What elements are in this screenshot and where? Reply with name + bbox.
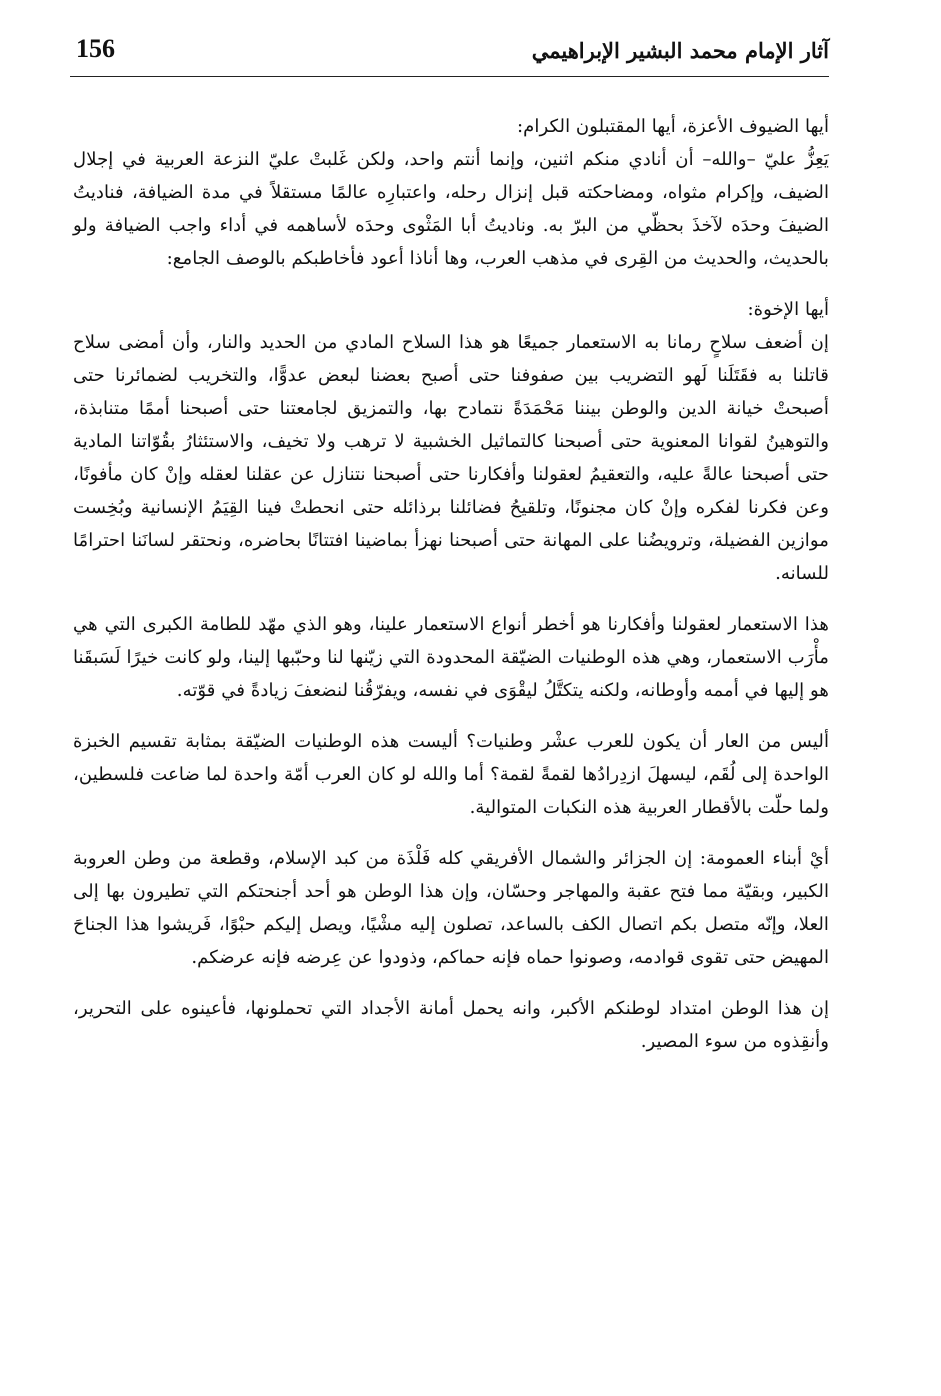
paragraph-sons-of-kin: أيْ أبناء العمومة: إن الجزائر والشمال الأفريقي كله فَلْذَة من كبد الإسلام، وقطعة من وطن العروبة الكبير، وبقيّة مما فتح عقبة والمهاجر وحسّان، وإن هذا الوطن هو أحد أجنحتكم التي تطيرون بها إلى العلا، وإنّه متصل بكم اتصال الكف بالساعد، تصلون إليه مشْيًا، ويصل إليكم حبْوًا، فَريشوا هذا الجناحَ المهيض حتى تقوى قوادمه، وصونوا حماه فإنه حماكم، وذودوا عن عِرضه فإنه عرضكم.: [73, 848, 829, 968]
paragraph-ten-nationalisms: أليس من العار أن يكون للعرب عشْر وطنيات؟ أليست هذه الوطنيات الضيّقة بمثابة تقسيم الخبزة الواحدة إلى لُقَم، ليسهلَ ازدِرادُها لقمةً لقمة؟ أما والله لو كان العرب أمّة واحدة لما ضاعت فلسطين، ولما حلّت بالأقطار العربية هذه النكبات المتوالية.: [73, 731, 829, 818]
paragraph-hospitality: يَعِزُّ عليّ –والله– أن أنادي منكم اثنين، وإنما أنتم واحد، ولكن غَلبتْ عليّ النزعة العربية في إجلال الضيف، وإكرام مثواه، ومضاحكته قبل إنزال رحله، واعتبارِه عالمًا مستقلاً في مدة الضيافة، فناديتُ الضيفَ وحدَه لآخذَ بحظّي من البرّ به. وناديتُ أبا المَثْوى وحدَه لأساهمه في أداء واجب الضيافة ولو بالحديث، والحديث من القِرى في مذهب العرب، وها أناذا أعود فأخاطبكم بالوصف الجامع:: [73, 149, 829, 269]
paragraph-greeting-guests: أيها الضيوف الأعزة، أيها المقتبلون الكرام:: [517, 116, 829, 137]
paragraph-greeting-brothers: أيها الإخوة:: [747, 299, 829, 320]
paragraph-colonization-of-minds: هذا الاستعمار لعقولنا وأفكارنا هو أخطر أنواع الاستعمار علينا، وهو الذي مهّد للطامة الكبرى التي هي مأْرَب الاستعمار، وهي هذه الوطنيات الضيّقة المحدودة التي زيّنها لنا وحبّبها إلينا، ولو كانت خيرًا لَسَبقَنا هو إليها في أممه وأوطانه، ولكنه يتكتَّلُ ليقْوَى في نفسه، ويفرّقُنا لنضعفَ زيادةً في قوّته.: [73, 614, 829, 701]
paragraph-homeland-extension: إن هذا الوطن امتداد لوطنكم الأكبر، وانه يحمل أمانة الأجداد التي تحملونها، فأعينوه على التحرير، وأنقِذوه من سوء المصير.: [73, 998, 829, 1052]
running-title: آثار الإمام محمد البشير الإبراهيمي: [531, 38, 829, 63]
body-text: [73, 110, 829, 1076]
paragraph-colonial-weapon: إن أضعف سلاحٍ رمانا به الاستعمار جميعًا هو هذا السلاح المادي من الحديد والنار، وأن أمضى سلاح قاتلنا به فقَتَلَنا لَهو التضريب بين صفوفنا حتى أصبح بعضنا لبعض عدوًّا، والتخريب لضمائرنا حتى أصبحتْ خيانة الدين والوطن بيننا مَحْمَدَةً نتمادح بها، والتمزيق لجامعتنا حتى أصبحنا أممًا متنابذة، والتوهينُ لقوانا المعنوية حتى أصبحنا كالتماثيل الخشبية لا ترهب ولا تخيف، والاستئثارُ بقُوّاتنا المادية حتى أصبحنا عالةً عليه، والتعقيمُ لعقولنا وأفكارنا حتى أصبحنا نتنازل عن عقلنا لعقله وإنْ كان مأفونًا، وعن فكرنا لفكره وإنْ كان مجنونًا، وتلقيحُ فضائلنا برذائله حتى انحطتْ فينا القِيَمُ الإنسانية وبُخِست موازين الفضيلة، وترويضُنا على المهانة حتى أصبحنا نهزأ بماضينا افتتانًا بحاضره، ونحتقر لسانَنا احترامًا للسانه.: [73, 332, 829, 584]
page-header: [70, 30, 829, 77]
page-number: 156: [76, 34, 115, 63]
